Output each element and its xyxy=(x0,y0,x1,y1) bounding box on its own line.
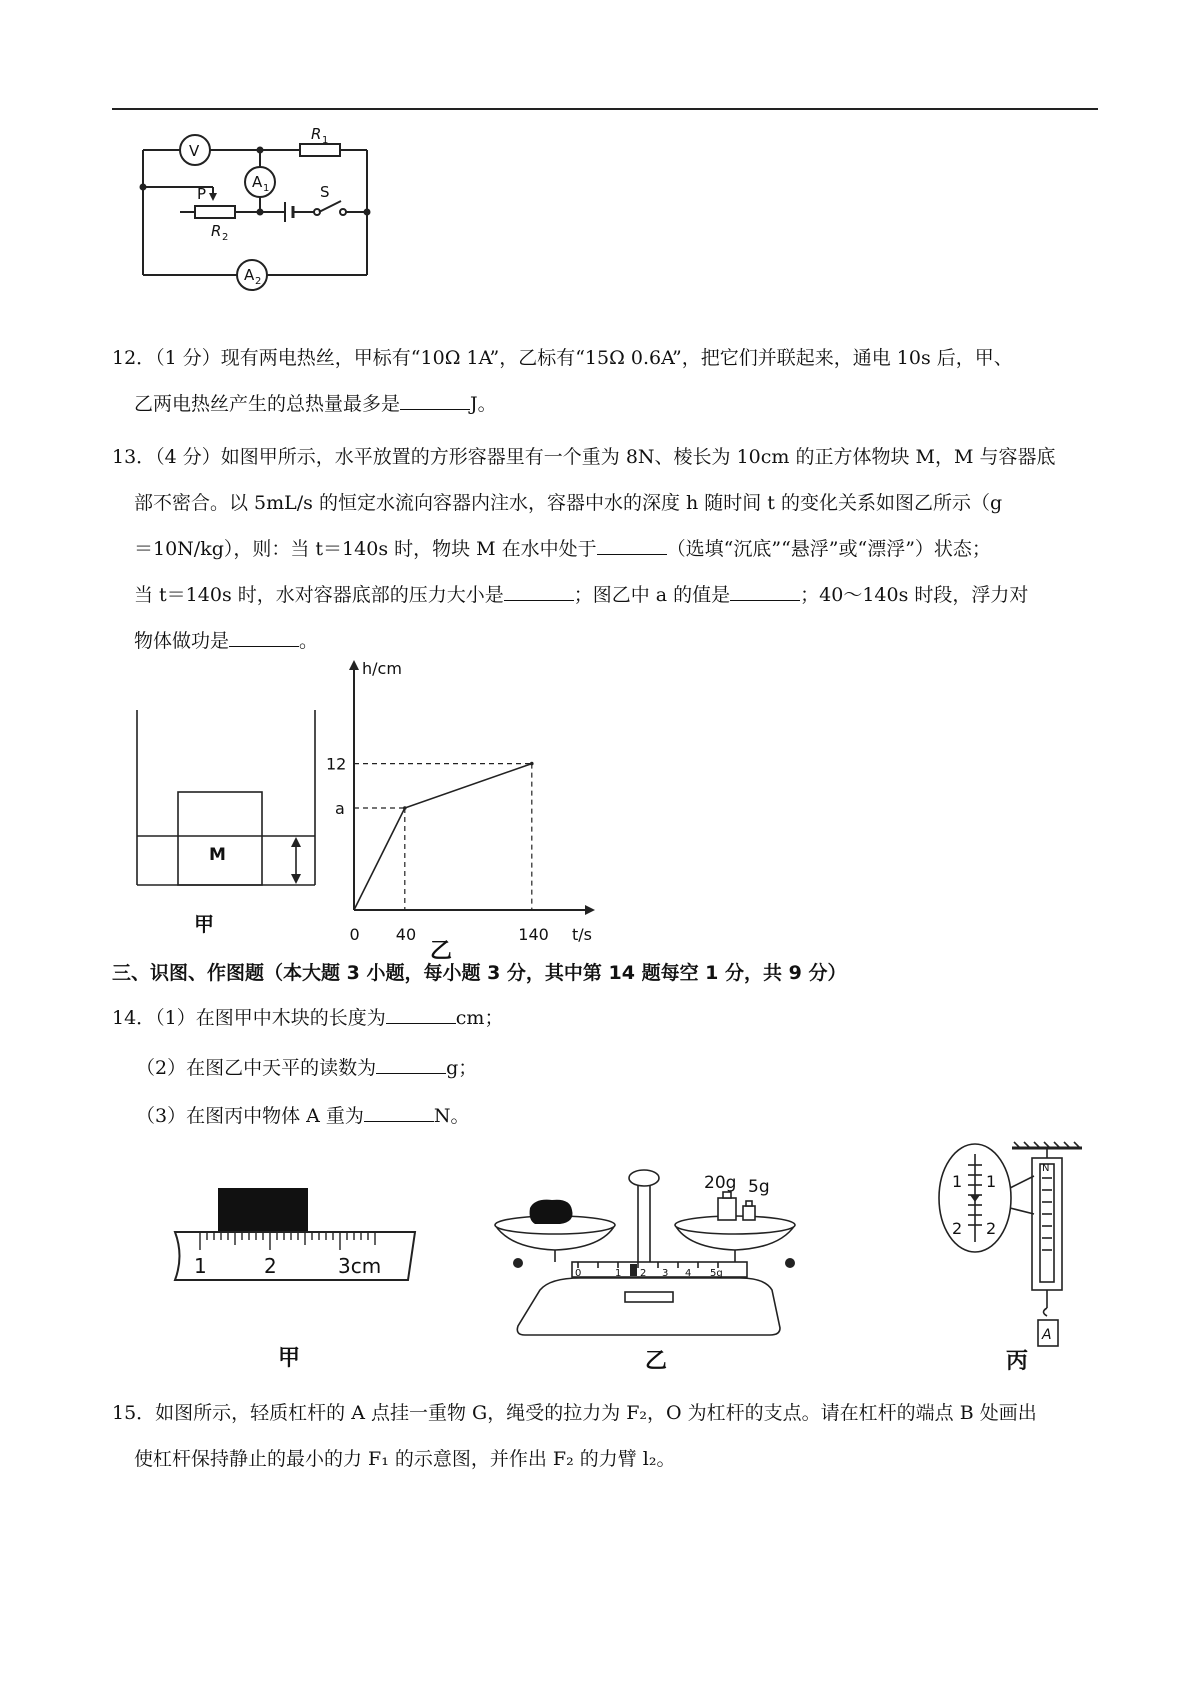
ammeter2-sub: 2 xyxy=(255,276,262,287)
q14-p1-b: cm； xyxy=(455,1007,504,1029)
r1-label: R xyxy=(311,125,322,143)
object-a-label: A xyxy=(1042,1327,1052,1343)
q13-line4-b: ；图乙中 a 的值是 xyxy=(573,584,731,606)
q13-blank-a[interactable] xyxy=(730,582,800,601)
q12-line2-a: 乙两电热丝产生的总热量最多是 xyxy=(134,393,401,415)
scale-tick-2: 2 xyxy=(640,1268,647,1279)
scale-tick-1: 1 xyxy=(615,1268,622,1279)
spring-mark-2-left: 2 xyxy=(952,1219,963,1238)
circuit-diagram xyxy=(135,125,385,300)
q13-blank-work[interactable] xyxy=(229,628,299,647)
header-rule xyxy=(112,108,1098,110)
question-13 xyxy=(112,434,1102,664)
q13-blank-pressure[interactable] xyxy=(504,582,574,601)
weight-5g xyxy=(743,1206,755,1220)
weight-5g-label: 5g xyxy=(748,1177,770,1197)
voltmeter-label: V xyxy=(189,142,200,160)
r2-label: R xyxy=(211,222,222,240)
x-axis-arrow xyxy=(585,905,595,915)
r2-sub: 2 xyxy=(222,232,229,243)
fig13-yi-label: 乙 xyxy=(430,939,453,964)
q14-p2-b: g； xyxy=(446,1057,478,1079)
x-tick-0: 0 xyxy=(349,925,360,944)
q13-blank-state[interactable] xyxy=(597,536,667,555)
fig14-bing-label: 丙 xyxy=(1006,1349,1029,1374)
y-tick-a: a xyxy=(335,799,345,818)
q14-p1-a: 14．（1）在图甲中木块的长度为 xyxy=(112,1007,386,1029)
q13-line4 xyxy=(112,572,1102,618)
q13-line3 xyxy=(112,526,1102,572)
x-axis-label: t/s xyxy=(572,925,592,944)
q14-p2-a: （2）在图乙中天平的读数为 xyxy=(136,1057,377,1079)
ruler-tick-2: 2 xyxy=(264,1254,277,1278)
sample-object xyxy=(530,1200,573,1224)
q15-line1: 15．如图所示，轻质杠杆的 A 点挂一重物 G，绳受的拉力为 F₂，O 为杠杆的支点。请在杠杆的端点 B 处画出 xyxy=(112,1402,1037,1424)
q15-line2: 使杠杆保持静止的最小的力 F₁ 的示意图，并作出 F₂ 的力臂 l₂。 xyxy=(134,1448,676,1470)
q13-line2: 部不密合。以 5mL/s 的恒定水流向容器内注水，容器中水的深度 h 随时间 t 的变化关系如图乙所示（g xyxy=(134,492,1003,514)
q14-part2 xyxy=(136,1053,477,1080)
x-tick-140: 140 xyxy=(518,925,549,944)
scale-tick-5: 5g xyxy=(710,1268,723,1279)
q12-blank[interactable] xyxy=(400,391,470,410)
spring-mark-1-right: 1 xyxy=(986,1172,997,1191)
q14-part1 xyxy=(112,1003,503,1030)
cube-label: M xyxy=(209,845,226,865)
data-point-0 xyxy=(403,806,407,810)
spring-mark-2-right: 2 xyxy=(986,1219,997,1238)
q13-line4-c: ；40～140s 时段，浮力对 xyxy=(800,584,1029,606)
q13-line5-a: 物体做功是 xyxy=(134,630,230,652)
q12-line1: 12．（1 分）现有两电热丝，甲标有“10Ω 1A”，乙标有“15Ω 0.6A”，把它们并联起来，通电 10s 后，甲、 xyxy=(112,347,1013,369)
wood-block xyxy=(218,1188,308,1232)
weight-20g-label: 20g xyxy=(704,1173,737,1193)
q13-line3-a: ＝10N/kg），则：当 t＝140s 时，物块 M 在水中处于 xyxy=(134,538,597,560)
y-tick-12: 12 xyxy=(326,754,347,774)
x-tick-40: 40 xyxy=(395,925,417,944)
q13-line3-b: （选填“沉底”“悬浮”或“漂浮”）状态； xyxy=(666,538,991,560)
q14-blank-mass[interactable] xyxy=(376,1055,446,1074)
q14-p3-b: N。 xyxy=(433,1105,470,1127)
section-3-title: 三、识图、作图题（本大题 3 小题，每小题 3 分，其中第 14 题每空 1 分，共 9 分） xyxy=(112,962,847,984)
scale-tick-0: 0 xyxy=(575,1268,582,1279)
depth-time-chart xyxy=(326,659,610,964)
fig14-yi-label: 乙 xyxy=(645,1349,668,1374)
scale-tick-4: 4 xyxy=(685,1268,692,1279)
q13-line1: 13．（4 分）如图甲所示，水平放置的方形容器里有一个重为 8N、棱长为 10cm 的正方体物块 M，M 与容器底 xyxy=(112,446,1056,468)
y-axis-arrow xyxy=(349,660,359,670)
q12-line2 xyxy=(112,381,1102,427)
container-figure xyxy=(130,705,330,945)
ruler-tick-1: 1 xyxy=(194,1254,207,1278)
r1-sub: 1 xyxy=(322,135,329,146)
question-12 xyxy=(112,335,1102,427)
cube-m xyxy=(178,792,262,885)
switch-label: S xyxy=(320,183,330,201)
ruler-tick-3: 3cm xyxy=(338,1254,382,1278)
q14-p3-a: （3）在图丙中物体 A 重为 xyxy=(136,1105,364,1127)
rider xyxy=(630,1264,637,1276)
ammeter1-label: A xyxy=(252,173,263,191)
spring-top-label: N xyxy=(1042,1163,1050,1174)
q13-line4-a: 当 t＝140s 时，水对容器底部的压力大小是 xyxy=(134,584,504,606)
balance-figure xyxy=(490,1150,820,1375)
question-15 xyxy=(112,1390,1102,1482)
q13-line5 xyxy=(112,618,1102,664)
y-axis-label: h/cm xyxy=(362,659,402,678)
q13-line5-b: 。 xyxy=(299,630,319,652)
q12-line2-b: J。 xyxy=(470,393,497,415)
ruler-figure xyxy=(170,1185,420,1370)
fig13-jia-label: 甲 xyxy=(194,912,214,936)
fig14-jia-label: 甲 xyxy=(278,1346,301,1371)
data-point-1 xyxy=(530,762,534,766)
slider-label: P xyxy=(197,185,207,203)
ammeter2-label: A xyxy=(244,266,255,284)
scale-tick-3: 3 xyxy=(662,1268,669,1279)
q14-part3 xyxy=(136,1101,470,1128)
ammeter1-sub: 1 xyxy=(263,183,270,194)
spring-mark-1-left: 1 xyxy=(952,1172,963,1191)
weight-20g xyxy=(718,1198,736,1220)
q14-blank-length[interactable] xyxy=(386,1005,456,1024)
q14-blank-weight[interactable] xyxy=(364,1103,434,1122)
depth-series-line xyxy=(354,764,532,910)
spring-scale-figure xyxy=(930,1140,1090,1375)
